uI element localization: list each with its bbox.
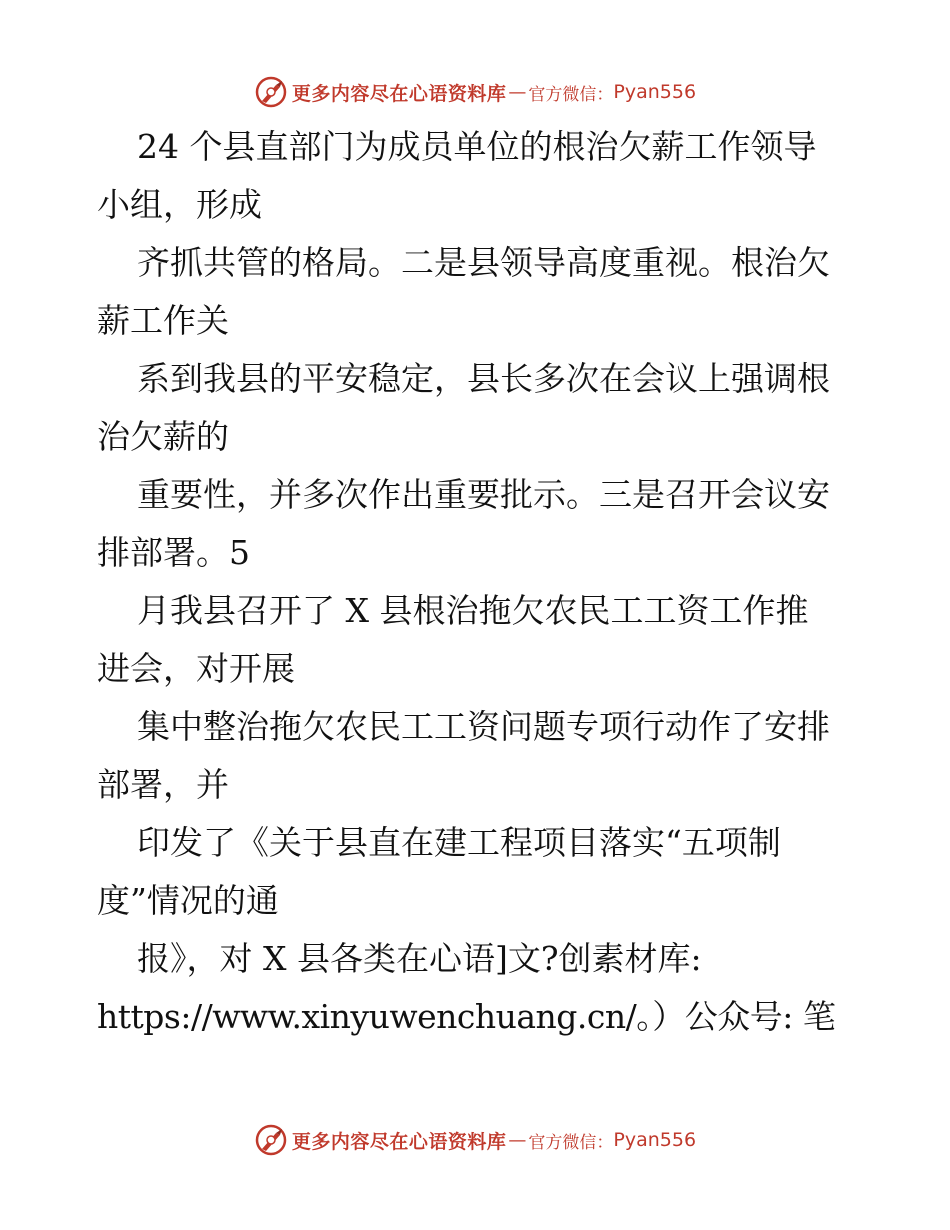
header-watermark (0, 72, 950, 112)
text-line: 齐抓共管的格局。二是县领导高度重视。根治欠 (137, 243, 830, 282)
text-line: 重要性，并多次作出重要批示。三是召开会议安 (137, 475, 830, 514)
watermark-text: 更多内容尽在心语资料库 (291, 82, 507, 105)
text-line: 排部署。5 (97, 533, 250, 572)
watermark-wechat-id: Pyan556 (613, 81, 697, 103)
watermark-wechat-id: Pyan556 (613, 1129, 697, 1151)
text-line: 系到我县的平安稳定，县长多次在会议上强调根 (137, 359, 830, 398)
text-line: 月我县召开了 X 县根治拖欠农民工工资工作推 (137, 591, 809, 630)
text-line: 治欠薪的 (97, 417, 229, 456)
text-line: 进会，对开展 (97, 649, 295, 688)
text-line: 集中整治拖欠农民工工资问题专项行动作了安排 (137, 707, 830, 746)
text-line: 薪工作关 (97, 301, 229, 340)
text-line: 小组，形成 (97, 185, 262, 224)
text-line: 24 个县直部门为成员单位的根治欠薪工作领导 (137, 127, 817, 166)
text-line-url: https://www.xinyuwenchuang.cn/。）公众号: 笔 (97, 997, 836, 1036)
quill-pen-logo-icon (254, 75, 288, 109)
text-line: 度”情况的通 (97, 881, 279, 920)
watermark-separator: — (508, 1129, 527, 1151)
watermark-text: 更多内容尽在心语资料库 (291, 1130, 507, 1153)
watermark-wechat-label: 官方微信： (528, 1132, 614, 1153)
text-line: 部署，并 (97, 765, 229, 804)
footer-watermark (0, 1120, 950, 1160)
text-line: 印发了《关于县直在建工程项目落实“五项制 (137, 823, 781, 862)
quill-pen-logo-icon (254, 1123, 288, 1157)
watermark-separator: — (508, 81, 527, 103)
text-line: 报》，对 X 县各类在心语]文?创素材库: (137, 939, 702, 978)
watermark-wechat-label: 官方微信： (528, 84, 614, 105)
document-body (97, 118, 857, 1046)
